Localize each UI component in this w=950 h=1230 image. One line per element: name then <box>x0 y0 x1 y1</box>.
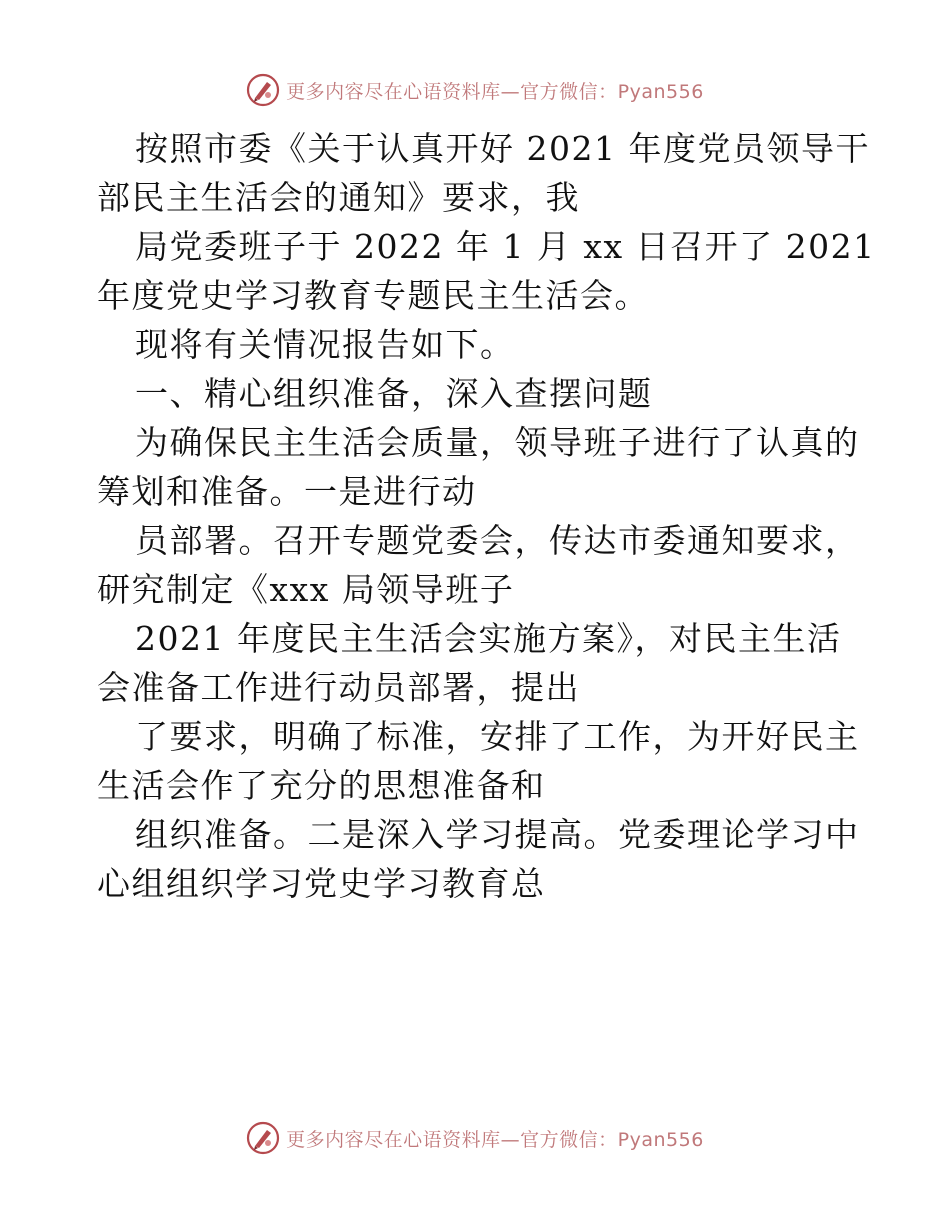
text-line: 现将有关情况报告如下。 <box>135 325 515 364</box>
text-line: 员部署。召开专题党委会，传达市委通知要求， <box>135 521 860 560</box>
text-line: 组织准备。二是深入学习提高。党委理论学习中 <box>135 815 860 854</box>
watermark-text: 更多内容尽在心语资料库—官方微信：Pyan556 <box>286 1128 704 1151</box>
watermark-text: 更多内容尽在心语资料库—官方微信：Pyan556 <box>286 80 704 103</box>
text-line: 筹划和准备。一是进行动 <box>97 472 477 511</box>
text-line: 一、精心组织准备，深入查摆问题 <box>135 374 653 413</box>
pen-logo-icon <box>246 73 280 107</box>
text-line: 心组组织学习党史学习教育总 <box>97 864 546 903</box>
text-line: 部民主生活会的通知》要求，我 <box>97 178 580 217</box>
pen-logo-icon <box>246 1121 280 1155</box>
text-line: 了要求，明确了标准，安排了工作，为开好民主 <box>135 717 860 756</box>
text-line: 研究制定《xxx 局领导班子 <box>97 570 515 609</box>
footer-watermark <box>0 1118 950 1158</box>
text-line: 年度党史学习教育专题民主生活会。 <box>97 276 649 315</box>
text-line: 为确保民主生活会质量，领导班子进行了认真的 <box>135 423 860 462</box>
text-line: 按照市委《关于认真开好 2021 年度党员领导干 <box>135 129 870 168</box>
text-line: 会准备工作进行动员部署，提出 <box>97 668 580 707</box>
text-line: 2021 年度民主生活会实施方案》，对民主生活 <box>135 619 842 658</box>
header-watermark <box>0 70 950 110</box>
text-line: 生活会作了充分的思想准备和 <box>97 766 546 805</box>
document-body <box>97 124 876 908</box>
text-line: 局党委班子于 2022 年 1 月 xx 日召开了 2021 <box>135 227 876 266</box>
